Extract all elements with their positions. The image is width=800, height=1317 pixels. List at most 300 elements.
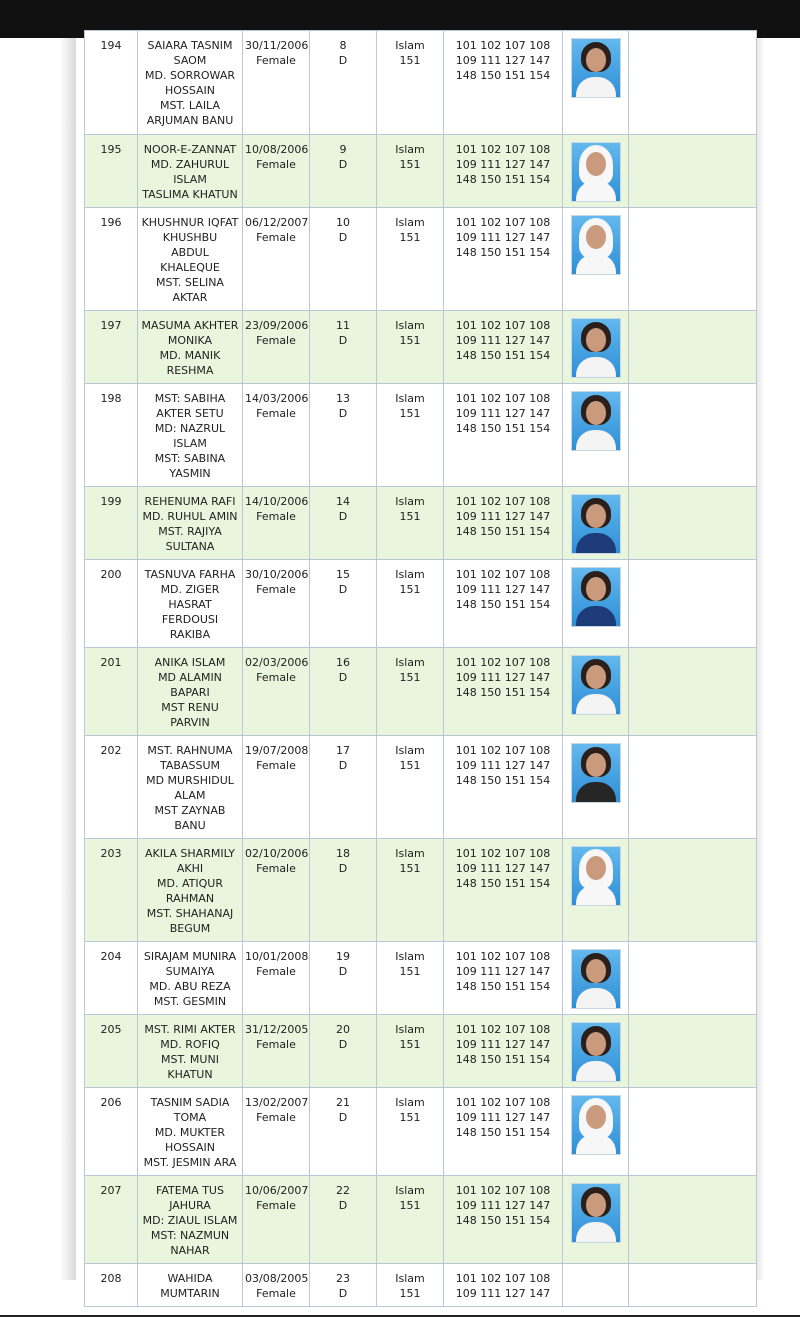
name-cell-text: MST. LAILA <box>160 99 220 112</box>
serial-cell <box>85 736 138 839</box>
dob-gender-cell-text: Female <box>256 510 296 523</box>
photo-cell <box>563 736 629 839</box>
roll-section-cell <box>310 1264 377 1307</box>
photo-face <box>586 1032 606 1056</box>
photo-body <box>576 885 616 906</box>
dob-gender-cell <box>243 560 310 648</box>
subjects-cell-text: 109 111 127 147 <box>455 759 551 772</box>
name-cell-text: KHUSHNUR IQFAT <box>141 216 239 229</box>
name-cell-text: HOSSAIN <box>164 84 216 97</box>
subjects-cell <box>444 384 563 487</box>
remarks-cell <box>629 1176 757 1264</box>
subjects-cell-text: 148 150 151 154 <box>455 598 551 611</box>
remarks-cell <box>629 560 757 648</box>
dob-gender-cell-text: Female <box>256 1038 296 1051</box>
remarks-cell <box>629 648 757 736</box>
subjects-cell <box>444 487 563 560</box>
subjects-cell <box>444 31 563 135</box>
serial-cell-text: 201 <box>100 656 122 669</box>
photo-face <box>586 504 606 528</box>
dob-gender-cell-text: 10/01/2008 <box>245 950 309 963</box>
name-cell-text: SAOM <box>173 54 207 67</box>
photo-face <box>586 665 606 689</box>
roll-section-cell-text: 18 <box>336 847 350 860</box>
roll-section-cell <box>310 487 377 560</box>
table-row <box>85 384 757 487</box>
religion-cell <box>377 560 444 648</box>
name-cell-text: AKTER SETU <box>156 407 224 420</box>
religion-cell-text: 151 <box>399 671 421 684</box>
serial-cell-text: 195 <box>100 143 122 156</box>
religion-cell-text: Islam <box>395 1023 425 1036</box>
name-cell-text: FATEMA TUS <box>156 1184 224 1197</box>
religion-cell-text: Islam <box>395 744 425 757</box>
student-photo <box>571 655 621 715</box>
religion-cell-text: 151 <box>399 1287 421 1300</box>
religion-cell-text: 151 <box>399 583 421 596</box>
dob-gender-cell <box>243 839 310 942</box>
name-cell-text: FERDOUSI <box>161 613 219 626</box>
serial-cell-text: 198 <box>100 392 122 405</box>
name-cell-text: WAHIDA <box>167 1272 213 1285</box>
serial-cell <box>85 208 138 311</box>
religion-cell-text: 151 <box>399 54 421 67</box>
religion-cell-text: Islam <box>395 392 425 405</box>
page-shadow-left <box>60 38 76 1280</box>
name-cell-text: TASNIM SADIA <box>150 1096 230 1109</box>
photo-cell <box>563 1015 629 1088</box>
roll-section-cell <box>310 942 377 1015</box>
name-cell-text: MD. ROFIQ <box>160 1038 220 1051</box>
photo-body <box>576 1061 616 1082</box>
dob-gender-cell-text: Female <box>256 334 296 347</box>
photo-body <box>576 782 616 803</box>
photo-body <box>576 357 616 378</box>
name-cell-text: HOSSAIN <box>164 1141 216 1154</box>
name-cell-text: NOOR-E-ZANNAT <box>143 143 237 156</box>
roll-section-cell-text: D <box>338 583 348 596</box>
photo-face <box>586 1193 606 1217</box>
subjects-cell-text: 109 111 127 147 <box>455 583 551 596</box>
roll-section-cell-text: 20 <box>336 1023 350 1036</box>
name-cell-text: RAKIBA <box>169 628 211 641</box>
student-photo <box>571 743 621 803</box>
dob-gender-cell-text: 19/07/2008 <box>245 744 309 757</box>
remarks-cell <box>629 384 757 487</box>
photo-body <box>576 77 616 98</box>
name-cell <box>138 135 243 208</box>
subjects-cell-text: 148 150 151 154 <box>455 69 551 82</box>
remarks-cell <box>629 1015 757 1088</box>
dob-gender-cell <box>243 1176 310 1264</box>
subjects-cell <box>444 1088 563 1176</box>
name-cell-text: ANIKA ISLAM <box>154 656 226 669</box>
religion-cell-text: 151 <box>399 407 421 420</box>
student-photo <box>571 318 621 378</box>
remarks-cell <box>629 311 757 384</box>
subjects-cell-text: 101 102 107 108 <box>455 1096 551 1109</box>
subjects-cell <box>444 1264 563 1307</box>
student-photo <box>571 142 621 202</box>
roll-section-cell <box>310 384 377 487</box>
roll-section-cell-text: D <box>338 407 348 420</box>
subjects-cell-text: 148 150 151 154 <box>455 1053 551 1066</box>
student-list-table <box>84 30 757 1307</box>
name-cell-text: MD. MANIK <box>159 349 221 362</box>
dob-gender-cell-text: Female <box>256 671 296 684</box>
photo-cell <box>563 560 629 648</box>
remarks-cell <box>629 135 757 208</box>
table-row <box>85 648 757 736</box>
name-cell-text: ARJUMAN BANU <box>146 114 234 127</box>
serial-cell <box>85 311 138 384</box>
subjects-cell-text: 101 102 107 108 <box>455 216 551 229</box>
religion-cell-text: Islam <box>395 1096 425 1109</box>
name-cell-text: MD. RUHUL AMIN <box>142 510 238 523</box>
religion-cell <box>377 736 444 839</box>
subjects-cell-text: 101 102 107 108 <box>455 847 551 860</box>
subjects-cell <box>444 648 563 736</box>
dob-gender-cell-text: 14/03/2006 <box>245 392 309 405</box>
name-cell-text: MST. RAJIYA <box>158 525 222 538</box>
dob-gender-cell <box>243 1015 310 1088</box>
subjects-cell-text: 109 111 127 147 <box>455 510 551 523</box>
serial-cell-text: 199 <box>100 495 122 508</box>
name-cell-text: MONIKA <box>167 334 213 347</box>
name-cell-text: MASUMA AKHTER <box>141 319 239 332</box>
name-cell-text: KHATUN <box>167 1068 213 1081</box>
religion-cell-text: 151 <box>399 862 421 875</box>
photo-body <box>576 694 616 715</box>
photo-cell <box>563 31 629 135</box>
name-cell-text: NAHAR <box>170 1244 210 1257</box>
photo-cell <box>563 1088 629 1176</box>
roll-section-cell <box>310 135 377 208</box>
photo-body <box>576 1134 616 1155</box>
subjects-cell-text: 109 111 127 147 <box>455 334 551 347</box>
roll-section-cell <box>310 839 377 942</box>
name-cell <box>138 384 243 487</box>
religion-cell <box>377 208 444 311</box>
roll-section-cell-text: 14 <box>336 495 350 508</box>
table-row <box>85 208 757 311</box>
subjects-cell-text: 109 111 127 147 <box>455 231 551 244</box>
student-photo <box>571 567 621 627</box>
serial-cell-text: 196 <box>100 216 122 229</box>
religion-cell-text: Islam <box>395 39 425 52</box>
dob-gender-cell-text: Female <box>256 1199 296 1212</box>
subjects-cell-text: 148 150 151 154 <box>455 1126 551 1139</box>
subjects-cell-text: 148 150 151 154 <box>455 774 551 787</box>
subjects-cell-text: 109 111 127 147 <box>455 965 551 978</box>
subjects-cell <box>444 311 563 384</box>
name-cell-text: SUMAIYA <box>165 965 215 978</box>
remarks-cell <box>629 487 757 560</box>
name-cell-text: MUMTARIN <box>160 1287 220 1300</box>
religion-cell <box>377 648 444 736</box>
photo-face <box>586 577 606 601</box>
roll-section-cell-text: D <box>338 158 348 171</box>
dob-gender-cell-text: Female <box>256 583 296 596</box>
roll-section-cell-text: D <box>338 862 348 875</box>
roll-section-cell-text: D <box>338 1287 348 1300</box>
name-cell <box>138 942 243 1015</box>
serial-cell-text: 202 <box>100 744 122 757</box>
roll-section-cell-text: 22 <box>336 1184 350 1197</box>
photo-cell <box>563 487 629 560</box>
religion-cell <box>377 1015 444 1088</box>
religion-cell <box>377 31 444 135</box>
table-row <box>85 1015 757 1088</box>
religion-cell <box>377 1088 444 1176</box>
roll-section-cell-text: 19 <box>336 950 350 963</box>
name-cell-text: MD. ABU REZA <box>149 980 231 993</box>
photo-face <box>586 401 606 425</box>
name-cell-text: MST ZAYNAB <box>154 804 226 817</box>
photo-body <box>576 533 616 554</box>
photo-cell <box>563 1264 629 1307</box>
name-cell <box>138 839 243 942</box>
name-cell-text: TASNUVA FARHA <box>144 568 236 581</box>
roll-section-cell <box>310 736 377 839</box>
name-cell-text: MD. ATIQUR <box>157 877 223 890</box>
serial-cell-text: 208 <box>100 1272 122 1285</box>
subjects-cell-text: 109 111 127 147 <box>455 671 551 684</box>
name-cell <box>138 1015 243 1088</box>
religion-cell-text: 151 <box>399 965 421 978</box>
name-cell-text: AKHI <box>176 862 204 875</box>
serial-cell-text: 194 <box>100 39 122 52</box>
dob-gender-cell-text: Female <box>256 158 296 171</box>
dob-gender-cell <box>243 1088 310 1176</box>
photo-body <box>576 254 616 275</box>
subjects-cell-text: 101 102 107 108 <box>455 143 551 156</box>
name-cell-text: TASLIMA KHATUN <box>142 188 238 201</box>
table-row <box>85 1264 757 1307</box>
student-photo <box>571 1095 621 1155</box>
religion-cell <box>377 839 444 942</box>
religion-cell <box>377 311 444 384</box>
dob-gender-cell <box>243 487 310 560</box>
table-row <box>85 839 757 942</box>
name-cell <box>138 560 243 648</box>
name-cell-text: AKILA SHARMILY <box>145 847 235 860</box>
subjects-cell-text: 148 150 151 154 <box>455 686 551 699</box>
religion-cell <box>377 1264 444 1307</box>
dob-gender-cell-text: 30/10/2006 <box>245 568 309 581</box>
photo-face <box>586 48 606 72</box>
roll-section-cell-text: 10 <box>336 216 350 229</box>
student-rows <box>85 31 757 1307</box>
table-row <box>85 487 757 560</box>
subjects-cell-text: 101 102 107 108 <box>455 950 551 963</box>
name-cell-text: JAHURA <box>169 1199 211 1212</box>
name-cell-text: MST. SELINA <box>156 276 224 289</box>
name-cell-text: MD. MUKTER <box>154 1126 226 1139</box>
roll-section-cell-text: 21 <box>336 1096 350 1109</box>
remarks-cell <box>629 31 757 135</box>
religion-cell-text: 151 <box>399 158 421 171</box>
name-cell-text: MD. ZAHURUL <box>150 158 230 171</box>
subjects-cell <box>444 1176 563 1264</box>
dob-gender-cell-text: 03/08/2005 <box>245 1272 309 1285</box>
photo-cell <box>563 135 629 208</box>
remarks-cell <box>629 1264 757 1307</box>
subjects-cell-text: 101 102 107 108 <box>455 656 551 669</box>
photo-body <box>576 181 616 202</box>
subjects-cell <box>444 208 563 311</box>
name-cell-text: KHUSHBU <box>162 231 218 244</box>
serial-cell <box>85 648 138 736</box>
dob-gender-cell <box>243 31 310 135</box>
roll-section-cell-text: D <box>338 334 348 347</box>
dob-gender-cell-text: Female <box>256 54 296 67</box>
religion-cell-text: Islam <box>395 319 425 332</box>
religion-cell-text: Islam <box>395 950 425 963</box>
serial-cell-text: 204 <box>100 950 122 963</box>
name-cell-text: MST. RIMI AKTER <box>144 1023 236 1036</box>
name-cell-text: MD: NAZRUL <box>154 422 226 435</box>
remarks-cell <box>629 208 757 311</box>
religion-cell-text: Islam <box>395 656 425 669</box>
remarks-cell <box>629 1088 757 1176</box>
serial-cell <box>85 135 138 208</box>
serial-cell-text: 206 <box>100 1096 122 1109</box>
student-photo <box>571 391 621 451</box>
subjects-cell-text: 101 102 107 108 <box>455 495 551 508</box>
photo-face <box>586 328 606 352</box>
dob-gender-cell-text: 02/03/2006 <box>245 656 309 669</box>
name-cell-text: AKTAR <box>172 291 208 304</box>
name-cell-text: HASRAT <box>168 598 212 611</box>
dob-gender-cell <box>243 384 310 487</box>
roll-section-cell-text: 13 <box>336 392 350 405</box>
name-cell-text: MST. MUNI <box>161 1053 219 1066</box>
name-cell <box>138 1264 243 1307</box>
serial-cell-text: 197 <box>100 319 122 332</box>
table-row <box>85 942 757 1015</box>
roll-section-cell <box>310 1015 377 1088</box>
roll-section-cell-text: 23 <box>336 1272 350 1285</box>
subjects-cell-text: 148 150 151 154 <box>455 349 551 362</box>
name-cell-text: MD. SORROWAR <box>145 69 235 82</box>
name-cell-text: ALAM <box>174 789 206 802</box>
subjects-cell <box>444 135 563 208</box>
subjects-cell <box>444 736 563 839</box>
roll-section-cell <box>310 208 377 311</box>
dob-gender-cell <box>243 736 310 839</box>
photo-face <box>586 225 606 249</box>
religion-cell <box>377 942 444 1015</box>
subjects-cell-text: 148 150 151 154 <box>455 173 551 186</box>
subjects-cell-text: 101 102 107 108 <box>455 744 551 757</box>
name-cell-text: MST. GESMIN <box>153 995 227 1008</box>
name-cell-text: PARVIN <box>170 716 210 729</box>
name-cell-text: RESHMA <box>166 364 214 377</box>
table-row <box>85 560 757 648</box>
name-cell-text: MD MURSHIDUL <box>146 774 234 787</box>
serial-cell <box>85 487 138 560</box>
subjects-cell-text: 148 150 151 154 <box>455 422 551 435</box>
photo-body <box>576 988 616 1009</box>
name-cell-text: BEGUM <box>169 922 211 935</box>
roll-section-cell-text: D <box>338 1199 348 1212</box>
religion-cell-text: 151 <box>399 1111 421 1124</box>
photo-face <box>586 959 606 983</box>
subjects-cell-text: 101 102 107 108 <box>455 1272 551 1285</box>
subjects-cell <box>444 1015 563 1088</box>
dob-gender-cell <box>243 208 310 311</box>
subjects-cell-text: 109 111 127 147 <box>455 862 551 875</box>
subjects-cell-text: 109 111 127 147 <box>455 1111 551 1124</box>
religion-cell-text: Islam <box>395 847 425 860</box>
name-cell-text: REHENUMA RAFI <box>144 495 236 508</box>
roll-section-cell-text: 15 <box>336 568 350 581</box>
serial-cell <box>85 839 138 942</box>
subjects-cell-text: 101 102 107 108 <box>455 39 551 52</box>
serial-cell <box>85 1264 138 1307</box>
remarks-cell <box>629 736 757 839</box>
name-cell-text: TABASSUM <box>160 759 220 772</box>
religion-cell <box>377 384 444 487</box>
name-cell-text: MD: ZIAUL ISLAM <box>142 1214 238 1227</box>
religion-cell-text: Islam <box>395 1272 425 1285</box>
student-photo <box>571 494 621 554</box>
serial-cell-text: 207 <box>100 1184 122 1197</box>
subjects-cell-text: 109 111 127 147 <box>455 1038 551 1051</box>
name-cell-text: MST. JESMIN ARA <box>143 1156 237 1169</box>
religion-cell-text: 151 <box>399 231 421 244</box>
dob-gender-cell <box>243 311 310 384</box>
name-cell <box>138 487 243 560</box>
dob-gender-cell <box>243 648 310 736</box>
photo-face <box>586 753 606 777</box>
roll-section-cell-text: D <box>338 54 348 67</box>
dob-gender-cell <box>243 942 310 1015</box>
name-cell <box>138 311 243 384</box>
name-cell-text: SIRAJAM MUNIRA <box>143 950 237 963</box>
name-cell-text: KHALEQUE <box>160 261 220 274</box>
student-photo <box>571 846 621 906</box>
table-row <box>85 736 757 839</box>
serial-cell-text: 205 <box>100 1023 122 1036</box>
roll-section-cell-text: D <box>338 231 348 244</box>
dob-gender-cell-text: 23/09/2006 <box>245 319 309 332</box>
roll-section-cell <box>310 31 377 135</box>
name-cell-text: MST. SHAHANAJ <box>146 907 234 920</box>
photo-cell <box>563 208 629 311</box>
student-photo <box>571 1183 621 1243</box>
photo-face <box>586 152 606 176</box>
name-cell-text: MST RENU <box>161 701 219 714</box>
dob-gender-cell-text: 10/06/2007 <box>245 1184 309 1197</box>
photo-cell <box>563 839 629 942</box>
student-photo <box>571 949 621 1009</box>
subjects-cell-text: 109 111 127 147 <box>455 54 551 67</box>
religion-cell-text: 151 <box>399 1038 421 1051</box>
religion-cell <box>377 487 444 560</box>
name-cell <box>138 208 243 311</box>
roll-section-cell <box>310 1176 377 1264</box>
serial-cell-text: 200 <box>100 568 122 581</box>
subjects-cell-text: 148 150 151 154 <box>455 980 551 993</box>
name-cell <box>138 1176 243 1264</box>
roll-section-cell-text: D <box>338 759 348 772</box>
dob-gender-cell-text: Female <box>256 1287 296 1300</box>
name-cell <box>138 648 243 736</box>
name-cell-text: ABDUL <box>171 246 209 259</box>
subjects-cell-text: 148 150 151 154 <box>455 246 551 259</box>
